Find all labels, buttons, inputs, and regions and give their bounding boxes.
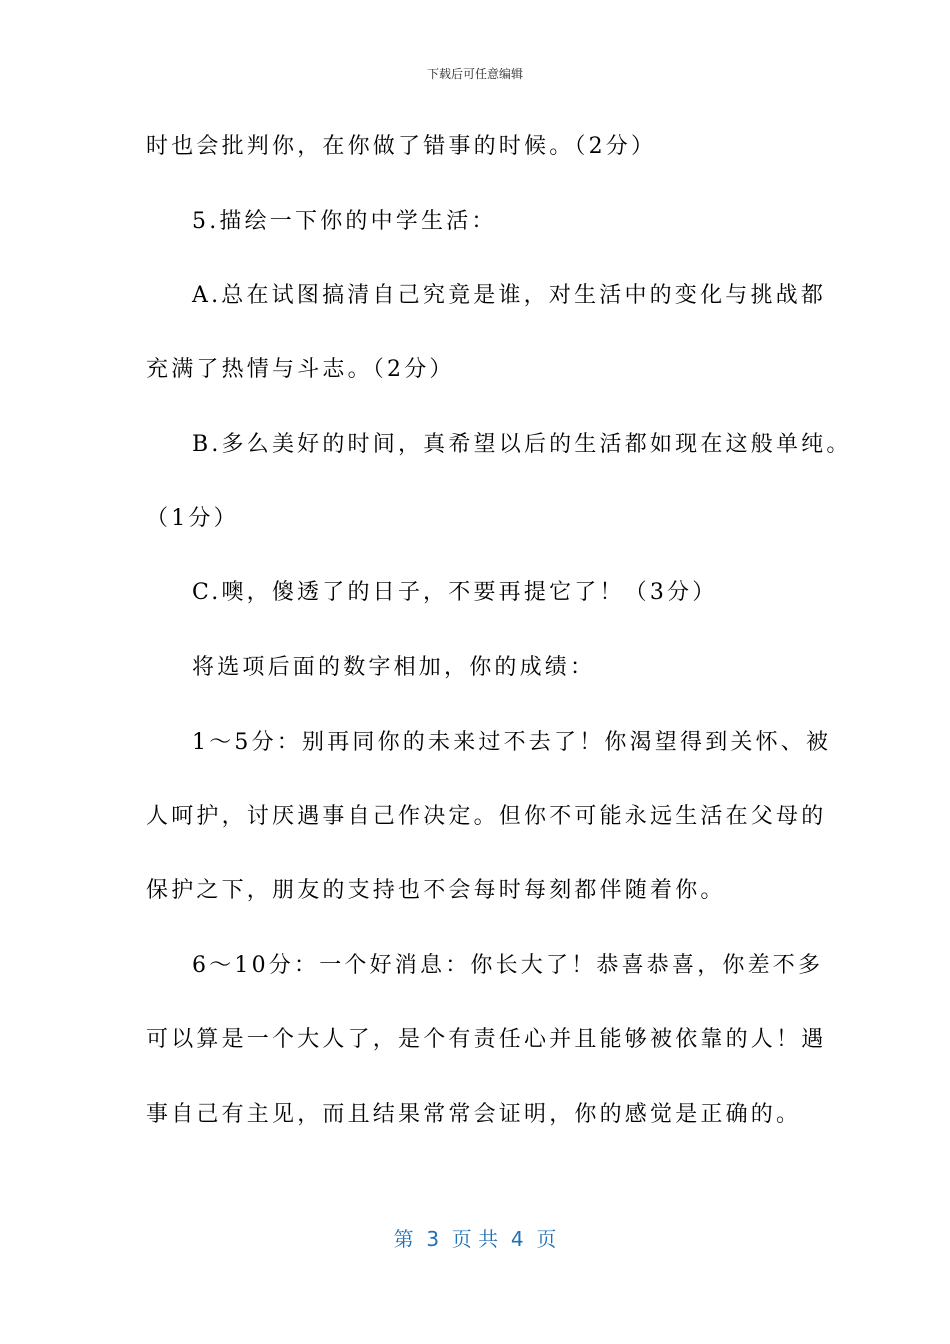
question-5-title: 5.描绘一下你的中学生活： (192, 209, 497, 234)
scoring-instruction: 将选项后面的数字相加，你的成绩： (192, 655, 596, 680)
result-1-5-line-3: 保护之下，朋友的支持也不会每时每刻都伴随着你。 (146, 878, 726, 903)
option-c-line: C.噢，傻透了的日子，不要再提它了！（3分） (192, 580, 718, 605)
option-b-line-1: B.多么美好的时间，真希望以后的生活都如现在这般单纯。 (192, 432, 852, 457)
result-6-10-line-2: 可以算是一个大人了，是个有责任心并且能够被依靠的人！遇 (146, 1027, 827, 1052)
result-1-5-line-2: 人呵护，讨厌遇事自己作决定。但你不可能永远生活在父母的 (146, 804, 827, 829)
result-6-10-line-3: 事自己有主见，而且结果常常会证明，你的感觉是正确的。 (146, 1102, 802, 1127)
option-b-line-2: （1分） (146, 506, 239, 531)
page-number-footer: 第 3 页 共 4 页 (393, 1227, 557, 1251)
result-6-10-line-1: 6～10分：一个好消息：你长大了！恭喜恭喜，你差不多 (192, 953, 824, 978)
option-a-line-2: 充满了热情与斗志。（2分） (146, 357, 455, 382)
result-1-5-line-1: 1～5分：别再同你的未来过不去了！你渴望得到关怀、被 (192, 730, 832, 755)
option-a-line-1: A.总在试图搞清自己究竟是谁，对生活中的变化与挑战都 (192, 283, 827, 308)
page-header-note: 下载后可任意编辑 (426, 67, 523, 81)
paragraph-line: 时也会批判你，在你做了错事的时候。（2分） (146, 134, 657, 159)
